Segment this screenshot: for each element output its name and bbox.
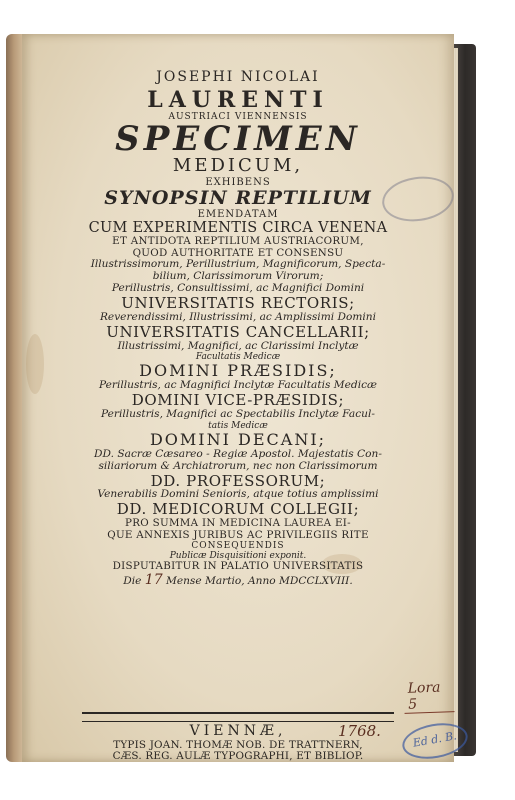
dedication-line: Illustrissimi, Magnifici, ac Clarissimi Inclytæ — [117, 339, 359, 352]
heading-rectoris: UNIVERSITATIS RECTORIS; — [121, 294, 355, 313]
book — [6, 34, 476, 762]
double-rule — [82, 712, 394, 722]
disputation-date — [44, 573, 432, 589]
dedication-line: tatis Medicæ — [208, 420, 268, 431]
disputation-place: DISPUTABITUR IN PALATIO UNIVERSITATIS — [112, 560, 364, 573]
purpose-line: QUE ANNEXIS JURIBUS AC PRIVILEGIIS RITE — [107, 528, 369, 541]
title-authoritate: QUOD AUTHORITATE ET CONSENSU — [132, 246, 344, 259]
foxing-stain — [26, 334, 44, 394]
title-page — [22, 34, 458, 763]
title-emendatam: EMENDATAM — [197, 208, 279, 220]
imprint-printer: TYPIS JOAN. THOMÆ NOB. DE TRATTNERN, — [113, 738, 363, 751]
dedication-line: Facultatis Medicæ — [195, 352, 281, 363]
die-prefix: Die — [123, 574, 142, 587]
handwritten-shelfmark: Lora 5 — [403, 679, 454, 714]
heading-cancellarii: UNIVERSITATIS CANCELLARII; — [106, 322, 370, 341]
dedication-line: Perillustris, Consultissimi, ac Magnifici Domini — [111, 282, 365, 295]
purpose-line: PRO SUMMA IN MEDICINA LAUREA EI- — [125, 517, 351, 530]
heading-vice-praesidis: DOMINI VICE-PRÆSIDIS; — [131, 391, 345, 410]
handwritten-day: 17 — [144, 571, 163, 588]
title-antidota: ET ANTIDOTA REPTILIUM AUSTRIACORUM, — [112, 235, 364, 248]
disquisition-line: Publicæ Disquisitioni exponit. — [169, 551, 307, 562]
imprint-city: VIENNÆ, — [189, 723, 287, 739]
dedication-line: bilium, Clarissimorum Virorum; — [152, 270, 324, 283]
dedication-line: DD. Sacræ Cæsareo - Regiæ Apostol. Majestatis Con- — [94, 447, 382, 460]
author-surname: LAURENTI — [147, 86, 329, 113]
dedication-line: Illustrissimorum, Perillustrium, Magnificorum, Specta- — [90, 258, 386, 271]
title-synopsis: SYNOPSIN REPTILIUM — [104, 186, 372, 209]
title-text — [44, 70, 432, 588]
date-rest: Mense Martio, Anno MDCCLXVIII. — [165, 574, 353, 587]
library-stamp: Ed d. B. — [400, 719, 471, 764]
dedication-line: Venerabilis Domini Senioris, atque totius amplissimi — [97, 488, 379, 501]
author-origin: AUSTRIACI VIENNENSIS — [168, 112, 308, 123]
heading-professorum: DD. PROFESSORUM; — [150, 471, 326, 490]
heading-decani: DOMINI DECANI; — [149, 429, 327, 449]
dedication-line: Reverendissimi, Illustrissimi, ac Amplissimi Domini — [99, 310, 377, 323]
title-exhibens: EXHIBENS — [205, 176, 271, 188]
imprint-title: CÆS. REG. AULÆ TYPOGRAPHI, ET BIBLIOP. — [112, 750, 364, 763]
dedication-line: Perillustris, ac Magnifici Inclytæ Facultatis Medicæ — [98, 379, 377, 392]
author-first-names: JOSEPHI NICOLAI — [156, 69, 320, 85]
title-experimentis: CUM EXPERIMENTIS CIRCA VENENA — [88, 220, 388, 237]
title-specimen: SPECIMEN — [115, 119, 361, 160]
dedication-line: Perillustris, Magnifici ac Spectabilis Inclytæ Facul- — [101, 408, 375, 420]
dedication-line: siliariorum & Archiatrorum, nec non Clarissimorum — [98, 459, 378, 472]
title-medicum: MEDICUM, — [172, 155, 304, 177]
heading-praesidis: DOMINI PRÆSIDIS; — [139, 361, 337, 381]
handwritten-year: 1768. — [338, 722, 381, 740]
heading-collegii: DD. MEDICORUM COLLEGII; — [116, 500, 360, 519]
purpose-line: CONSEQUENDIS — [191, 541, 285, 552]
